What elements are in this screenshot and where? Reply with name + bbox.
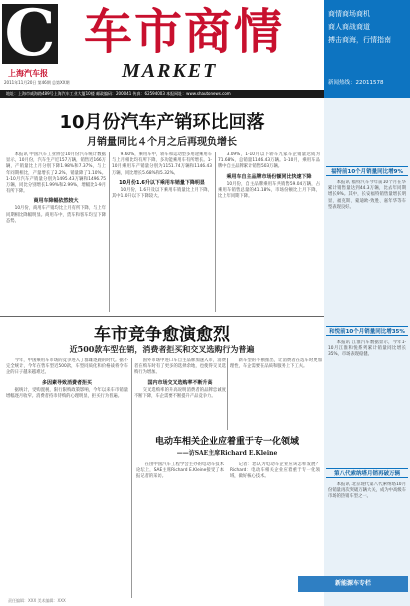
new-energy-column-label: 新能源车专栏: [334, 580, 371, 587]
sidebar-body-2: [328, 340, 406, 460]
sidebar-head-1: 福特前10个月销量同比增9%: [326, 166, 408, 176]
article-1-paragraph: 9.60%，乘用车中，轿车和运动型多用途乘用车与上月相比均有所下降，多功能乘用车有所增长。1-10月乘用车产销量分别为1151.74万辆和1146.43万辆，同比增长5.68%和5.32%。: [112, 152, 212, 176]
article-1-paragraph: 3.09%，1-10月以下轿车九家车企销量达成为71.68%，总销量1146.43万辆。1-10月，乘用车品牌中自主品牌累计销售503万辆。: [218, 152, 320, 170]
article-2-paragraph: 新车型的不断推出，让消费者在选车时更加理性，车企需要在品质和服务上下工夫。: [230, 358, 322, 370]
sidebar-head-2: 和悦前10个月销量同比增35%: [326, 326, 408, 336]
slogan-box: [324, 0, 410, 98]
article-3-paragraph: 在由中国汽车工程学会主办的电动车技术论坛上，SAE主席Richard E.Kleine接受了本报记者的采访。: [136, 462, 224, 480]
article-1-subhead: 商用车降幅依然较大: [33, 198, 79, 205]
article-1-column-3: [218, 152, 320, 312]
article-2-column-2: [134, 358, 226, 430]
article-3-paragraph: 记者：您认为电动车企业应该怎样发展？Richard：电动车相关企业应着重于专一化领域，做好核心技术。: [230, 462, 320, 480]
article-2-subhead: 多因素导致消费者拒买: [41, 379, 92, 386]
headline-2: 车市竞争愈演愈烈: [94, 325, 230, 345]
article-2-paragraph: 今年，中国乘用车市场的竞争进入了群雄逐鹿的时代。据不完全统计，今年在售车型近500款，车型同质化和价格战将令车企的日子越来越难过。: [6, 358, 128, 376]
sidebar-paragraph: 本报讯 江淮汽车数据显示，今年1-10月江淮和悦系列累计销量同比增长35%，市场表现稳健。: [328, 340, 406, 358]
masthead: [0, 0, 410, 98]
column-divider: [131, 358, 132, 598]
footer-note: 责任编辑：XXX 美术编辑：XXX: [8, 598, 66, 603]
headline-1-subtitle: 月销量同比４个月之后再现负增长: [87, 137, 237, 148]
column-divider: [227, 358, 228, 430]
headline-2-subtitle: 近500款车型在销，消费者拒买和交叉选购行为普遍: [69, 344, 255, 354]
article-2-column-1: [6, 358, 128, 598]
sidebar-paragraph: 本报讯 北京现代第八代索纳塔10月份销量再次突破万辆大关，成为中高级车市场的热销车型之一。: [328, 482, 406, 500]
headline-1: 10月份汽车产销环比回落: [59, 112, 265, 133]
article-1-paragraph: 本报讯 中国汽车工业协会10月份汽车统计数据显示，10月份，汽车生产近157万辆，销售近166万辆，产销量比上月分别下降1.98%和7.37%，与上年同期相比，产量增长了2.2%，销量降了1.10%。1-10月汽车产销量分别为1495.43万辆和1496.75万辆，同比分别增长1.99%和2.99%，增幅比1-9月有所下降。: [6, 152, 106, 195]
article-3-column-2: [230, 462, 320, 572]
article-1-paragraph: 10月份，1.6升及以下乘用车销量比上月下降，其中1.0升以下下降较大。: [112, 187, 212, 200]
article-2-subhead: 国内市场交叉选购率不断升高: [147, 379, 213, 386]
slogan-1: 商情商场商机: [328, 10, 370, 18]
sidebar-paragraph: 本报讯 福特汽车今年前10个月在华累计销售量达到44.3万辆，比去年同期增长9%。其中，长安福特销售量增长明显，福克斯、蒙迪欧-致胜、嘉年华等车型表现良好。: [328, 180, 406, 210]
newspaper-title-en: MARKET: [122, 60, 218, 82]
column-divider: [215, 152, 216, 312]
article-1-column-1: [6, 152, 106, 312]
issue-address-line: 2011年11月20日 第46期 总第XX期: [4, 80, 70, 85]
article-1-subhead: 乘用车自主品牌市场份额同比快速下降: [226, 173, 312, 180]
paper-name: 上海汽车报: [8, 69, 48, 78]
article-1-paragraph: 10月份，自主品牌乘用车共销售59.04万辆，占乘用车销售总量的41.18%，市场份额比上月下降，比上年同期下降。: [218, 181, 320, 200]
sidebar-body-3: [328, 482, 406, 570]
article-2-column-3: [230, 358, 322, 430]
article-2-paragraph: 国外市场中进口车自主品牌加速入市，消费者在购车时有了更多的选择余地，也使得交叉选购行为增加。: [134, 358, 226, 376]
masthead-letter-logo: C: [2, 4, 58, 64]
masthead-info-bar: 地址：上海市威海路489号上海汽车工业大厦10楼 邮政编码：200041 传真：62594003 本报网址：www.shautonews.com: [0, 90, 324, 98]
newspaper-title: 车市商情: [84, 4, 285, 60]
column-divider: [109, 152, 110, 312]
article-1-paragraph: 10月份，商用车产销均比上月有所下降，与上年同期相比降幅明显。商用车中，货车和客车均呈下降态势。: [6, 206, 106, 224]
headline-3: 电动车相关企业应着重于专一化领域: [154, 437, 299, 447]
slogan-2: 商人商战商道: [328, 23, 370, 31]
article-1-column-2: [112, 152, 212, 312]
sidebar-head-3: 第八代索纳塔月销再破万辆: [326, 468, 408, 478]
section-divider: [0, 316, 324, 317]
new-energy-column-banner: [298, 576, 408, 592]
article-2-paragraph: 交叉选购率的升高说明消费者的品牌忠诚度不断下降，车企需要不断提升产品竞争力。: [134, 387, 226, 399]
headline-3-subtitle: ——访SAE主席Richard E.Kleine: [176, 450, 278, 457]
article-1-subhead: 10月份1.6升以下乘用车销量下降明显: [119, 179, 205, 186]
article-3-column-1: [136, 462, 224, 572]
article-2-paragraph: 据统计，受购置税、限行限购政策影响，今年以来车市销量增幅逐月收窄。消费者持币待购的心理明显，拒买行为普遍。: [6, 387, 128, 399]
slogan-3: 搏击商海，行情指南: [328, 36, 391, 44]
sidebar-body-1: [328, 180, 406, 320]
title-box: [66, 4, 316, 86]
news-hotline: 新闻热线：22011578: [328, 80, 384, 86]
